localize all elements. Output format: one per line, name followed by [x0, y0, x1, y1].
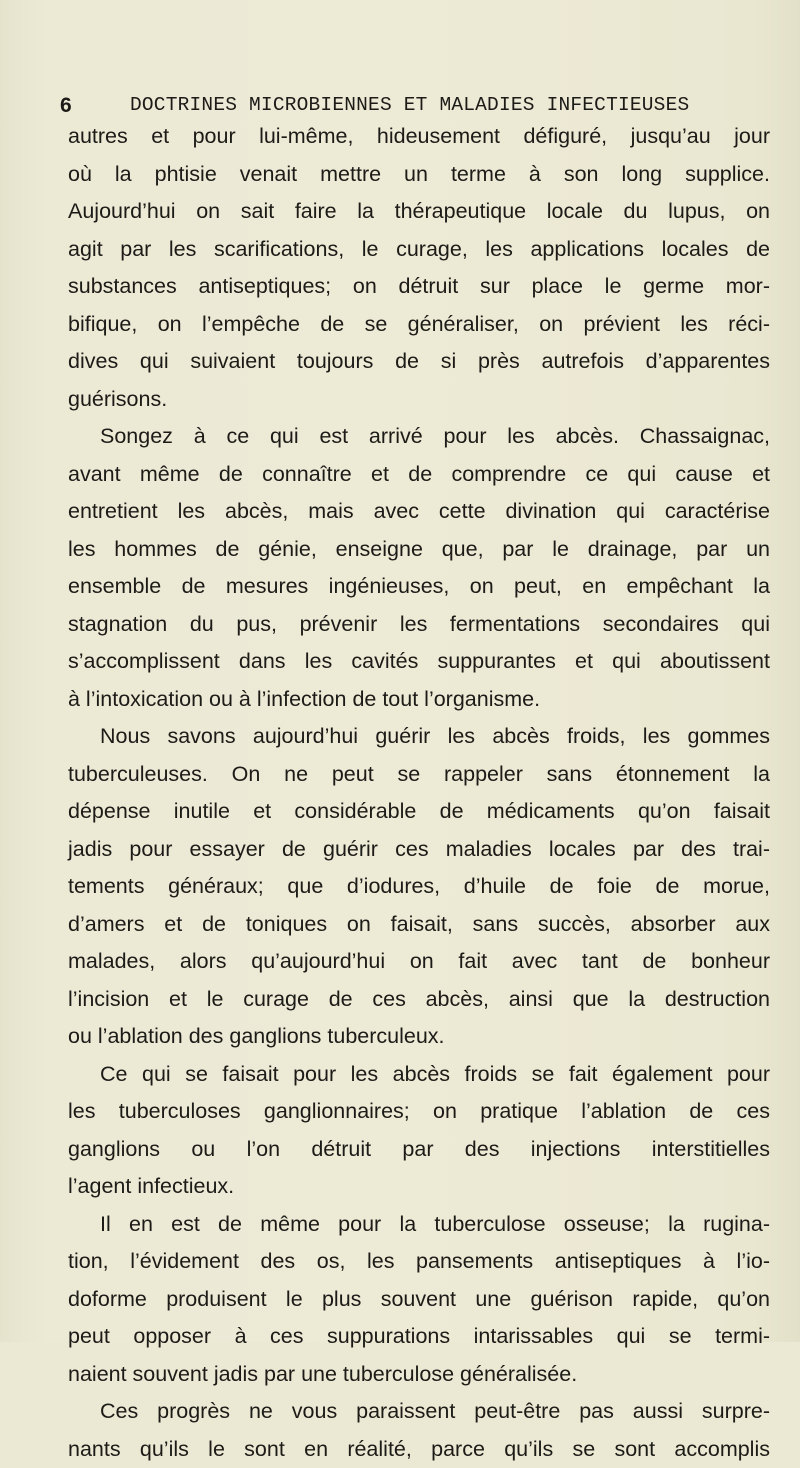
text-line: jadis pour essayer de guérir ces maladies locales par des trai- — [68, 831, 770, 869]
paragraph-start-line: Songez à ce qui est arrivé pour les abcès. Chassaignac, — [68, 418, 770, 456]
body-text — [68, 118, 770, 1468]
paragraph-start-line: Nous savons aujourd’hui guérir les abcès froids, les gommes — [68, 718, 770, 756]
text-line: tion, l’évidement des os, les pansements antiseptiques à l’io- — [68, 1243, 770, 1281]
text-line: peut opposer à ces suppurations intarissables qui se termi- — [68, 1318, 770, 1356]
text-line: nants qu’ils le sont en réalité, parce qu’ils se sont accomplis — [68, 1431, 770, 1468]
text-line: entretient les abcès, mais avec cette divination qui caractérise — [68, 493, 770, 531]
text-line: les hommes de génie, enseigne que, par le drainage, par un — [68, 531, 770, 569]
text-line: Aujourd’hui on sait faire la thérapeutique locale du lupus, on — [68, 193, 770, 231]
text-line: ganglions ou l’on détruit par des injections interstitielles — [68, 1131, 770, 1169]
running-title: DOCTRINES MICROBIENNES ET MALADIES INFECTIEUSES — [130, 94, 689, 116]
paragraph-start-line: Ces progrès ne vous paraissent peut-être pas aussi surpre- — [68, 1393, 770, 1431]
paragraph-start-line: Il en est de même pour la tuberculose osseuse; la rugina- — [68, 1206, 770, 1244]
paragraph-start-line: Ce qui se faisait pour les abcès froids se fait également pour — [68, 1056, 770, 1094]
text-line: naient souvent jadis par une tuberculose généralisée. — [68, 1356, 770, 1394]
text-line: ensemble de mesures ingénieuses, on peut, en empêchant la — [68, 568, 770, 606]
page-number: 6 — [60, 94, 72, 118]
text-line: agit par les scarifications, le curage, les applications locales de — [68, 231, 770, 269]
text-line: l’agent infectieux. — [68, 1168, 770, 1206]
text-line: autres et pour lui-même, hideusement défiguré, jusqu’au jour — [68, 118, 770, 156]
text-line: tements généraux; que d’iodures, d’huile de foie de morue, — [68, 868, 770, 906]
text-line: où la phtisie venait mettre un terme à son long supplice. — [68, 156, 770, 194]
text-line: guérisons. — [68, 381, 770, 419]
text-line: doforme produisent le plus souvent une guérison rapide, qu’on — [68, 1281, 770, 1319]
text-line: s’accomplissent dans les cavités suppurantes et qui aboutissent — [68, 643, 770, 681]
text-line: bifique, on l’empêche de se généraliser, on prévient les réci- — [68, 306, 770, 344]
text-line: l’incision et le curage de ces abcès, ainsi que la destruction — [68, 981, 770, 1019]
text-line: ou l’ablation des ganglions tuberculeux. — [68, 1018, 770, 1056]
text-line: les tuberculoses ganglionnaires; on pratique l’ablation de ces — [68, 1093, 770, 1131]
text-line: d’amers et de toniques on faisait, sans succès, absorber aux — [68, 906, 770, 944]
text-line: dives qui suivaient toujours de si près autrefois d’apparentes — [68, 343, 770, 381]
text-line: dépense inutile et considérable de médicaments qu’on faisait — [68, 793, 770, 831]
text-line: avant même de connaître et de comprendre ce qui cause et — [68, 456, 770, 494]
text-line: tuberculeuses. On ne peut se rappeler sans étonnement la — [68, 756, 770, 794]
text-line: à l’intoxication ou à l’infection de tout l’organisme. — [68, 681, 770, 719]
text-line: stagnation du pus, prévenir les fermentations secondaires qui — [68, 606, 770, 644]
text-line: malades, alors qu’aujourd’hui on fait avec tant de bonheur — [68, 943, 770, 981]
text-line: substances antiseptiques; on détruit sur place le germe mor- — [68, 268, 770, 306]
